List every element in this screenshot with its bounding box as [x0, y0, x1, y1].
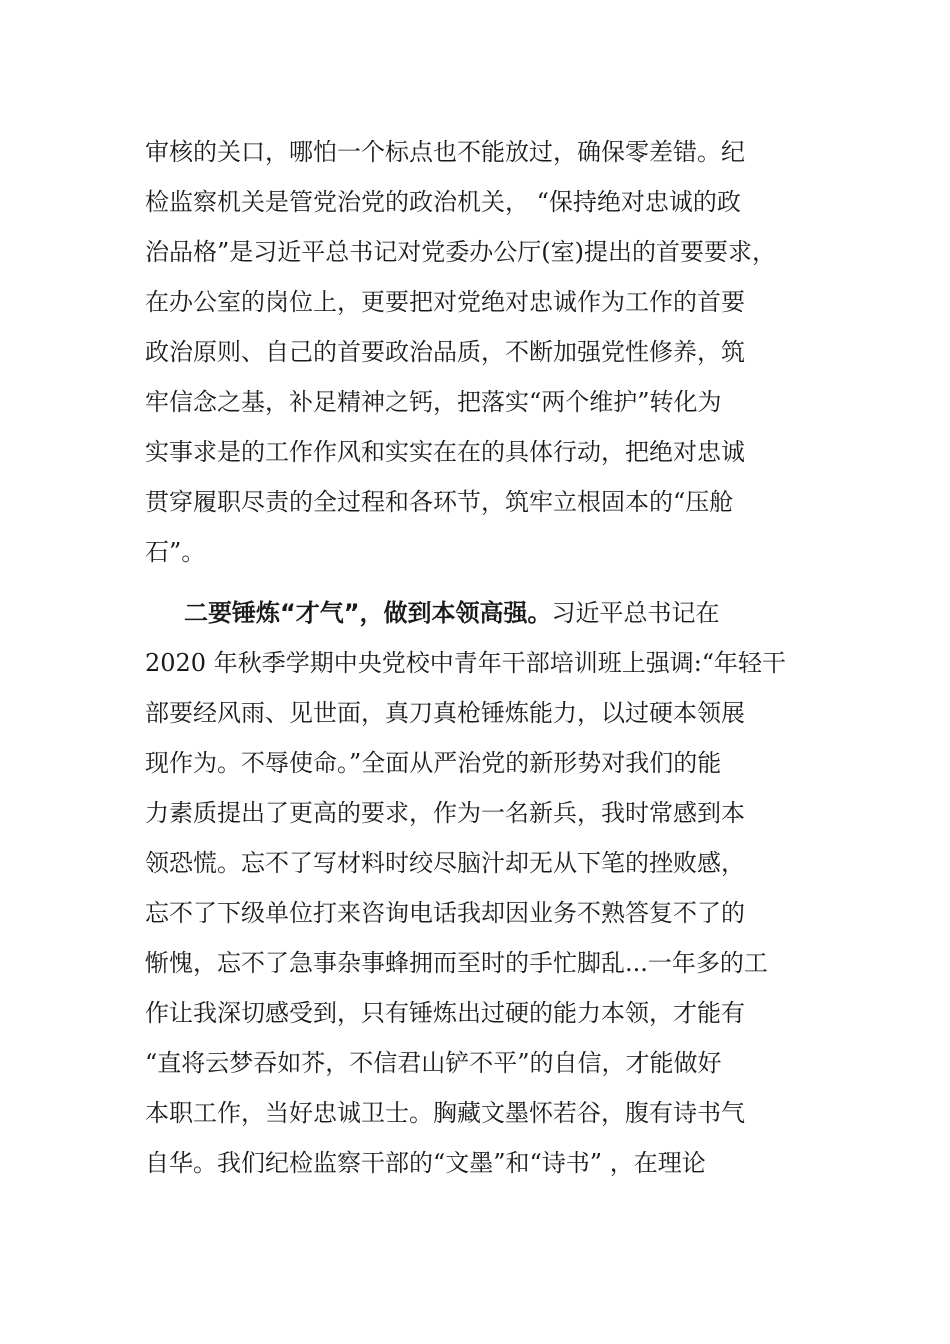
text-line: 贯穿履职尽责的全过程和各环节，筑牢立根固本的“压舱 — [145, 488, 734, 516]
text-line: 作让我深切感受到，只有锤炼出过硬的能力本领，才能有 — [145, 999, 745, 1027]
text-line: 部要经风雨、见世面，真刀真枪锤炼能力，以过硬本领展 — [145, 699, 745, 727]
text-line: 石”。 — [145, 538, 206, 566]
text-line: 政治原则、自己的首要政治品质，不断加强党性修养，筑 — [145, 338, 745, 366]
text-line: 领恐慌。忘不了写材料时绞尽脑汁却无从下笔的挫败感， — [145, 849, 745, 877]
text-line: 忘不了下级单位打来咨询电话我却因业务不熟答复不了的 — [145, 899, 745, 927]
text-line: 2020 年秋季学期中央党校中青年干部培训班上强调:“年轻干 — [145, 649, 787, 677]
text-line: 实事求是的工作作风和实实在在的具体行动，把绝对忠诚 — [145, 438, 745, 466]
text-line: 力素质提出了更高的要求，作为一名新兵，我时常感到本 — [145, 799, 745, 827]
text-line: “直将云梦吞如芥，不信君山铲不平”的自信，才能做好 — [145, 1049, 722, 1077]
text-line: 在办公室的岗位上，更要把对党绝对忠诚作为工作的首要 — [145, 288, 745, 316]
text-line: 本职工作，当好忠诚卫士。胸藏文墨怀若谷，腹有诗书气 — [145, 1099, 745, 1127]
section-heading: 二要锤炼“才气”，做到本领高强。 — [184, 599, 552, 627]
text-line: 现作为。不辱使命。”全面从严治党的新形势对我们的能 — [145, 749, 722, 777]
paragraph-loyalty — [145, 127, 825, 577]
text-line: 自华。我们纪检监察干部的“文墨”和“诗书” ，在理论 — [145, 1149, 706, 1177]
text-run: 习近平总书记在 — [551, 599, 720, 627]
paragraph-talent — [145, 588, 825, 1188]
text-line: 审核的关口，哪怕一个标点也不能放过，确保零差错。纪 — [145, 138, 745, 166]
text-line: 治品格”是习近平总书记对党委办公厅(室)提出的首要要求， — [145, 238, 776, 266]
text-line: 检监察机关是管党治党的政治机关， “保持绝对忠诚的政 — [145, 188, 741, 216]
text-line: 惭愧，忘不了急事杂事蜂拥而至时的手忙脚乱...一年多的工 — [145, 949, 768, 977]
text-line: 牢信念之基，补足精神之钙，把落实“两个维护”转化为 — [145, 388, 722, 416]
paragraph-first-line — [145, 588, 825, 638]
